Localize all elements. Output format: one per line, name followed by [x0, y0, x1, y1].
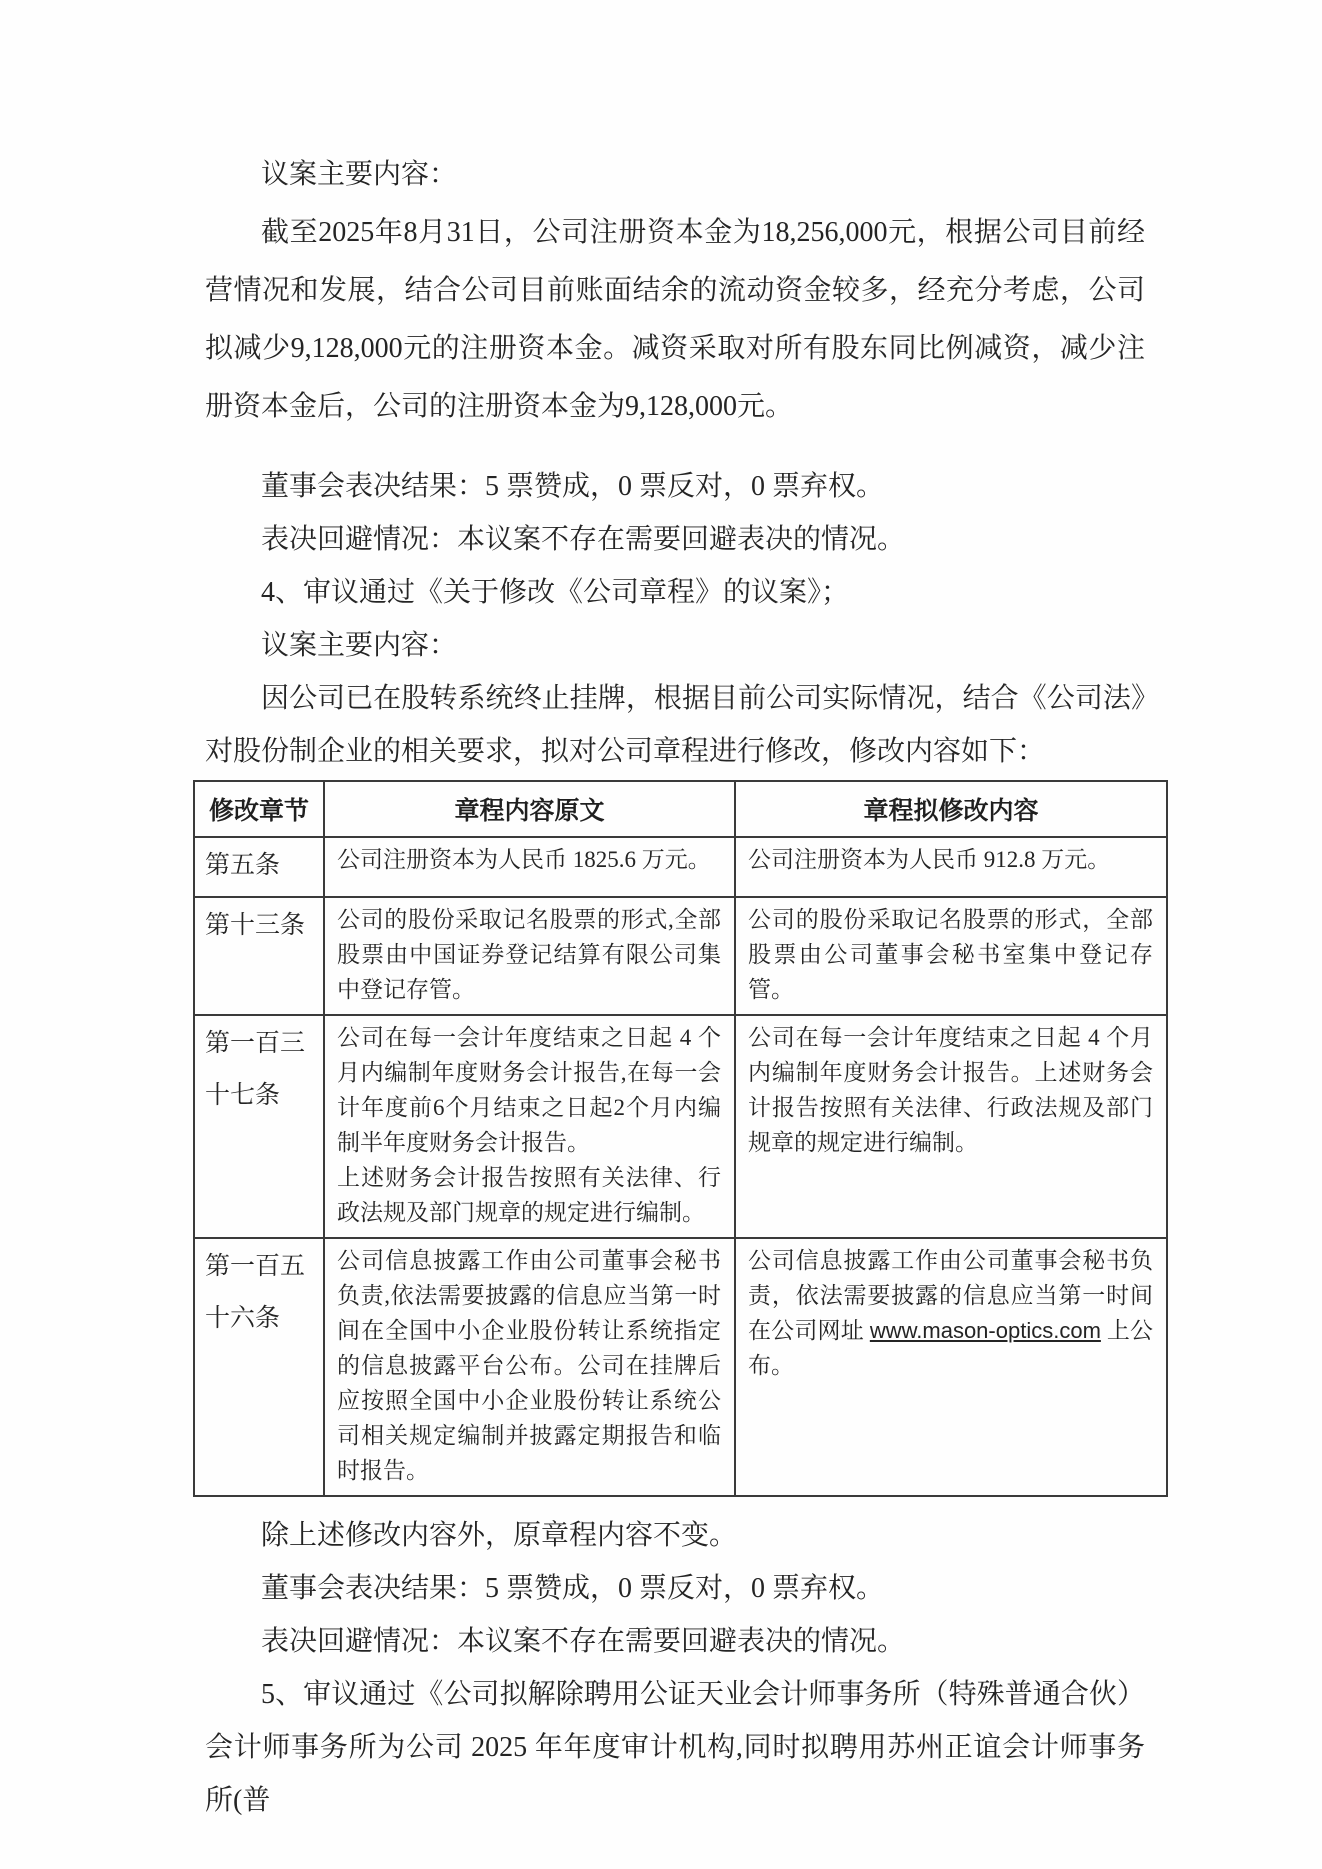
- board-vote-result-1: 董事会表决结果：5 票赞成，0 票反对，0 票弃权。: [261, 471, 885, 502]
- proposal-content-label-2: 议案主要内容：: [261, 630, 458, 661]
- chapter-cell: 第一百三十七条: [194, 1015, 324, 1238]
- chapter-cell: 第十三条: [194, 897, 324, 1015]
- modified-text-cell: [735, 1238, 1167, 1496]
- modified-text-cell: [735, 1015, 1167, 1238]
- item-3-main-content: 截至2025年8月31日，公司注册资本金为18,256,000元，根据公司目前经营情况和发展，结合公司目前账面结余的流动资金较多，经充分考虑，公司拟减少9,128,000元的注册资本金。减资采取对所有股东同比例减资，减少注册资本金后，公司的注册资本金为9,128,000元。: [205, 217, 1145, 422]
- table-row: [194, 897, 1167, 1015]
- document-content: [205, 146, 1154, 1827]
- board-vote-result-2: 董事会表决结果：5 票赞成，0 票反对，0 票弃权。: [261, 1573, 885, 1604]
- column-header-chapter: 修改章节: [194, 781, 324, 837]
- original-text-cell: [324, 897, 735, 1015]
- chapter-cell: 第一百五十六条: [194, 1238, 324, 1496]
- modified-text-cell: [735, 837, 1167, 897]
- table-row: [194, 1238, 1167, 1496]
- column-header-modified-text: 章程拟修改内容: [735, 781, 1167, 837]
- original-text-cell: [324, 1015, 735, 1238]
- vote-avoidance-note-2: 表决回避情况：本议案不存在需要回避表决的情况。: [261, 1626, 906, 1657]
- cell-paragraph: 上述财务会计报告按照有关法律、行政法规及部门规章的规定进行编制。: [337, 1165, 721, 1225]
- item-4-heading: 4、审议通过《关于修改《公司章程》的议案》；: [261, 577, 850, 608]
- cell-paragraph: 公司信息披露工作由公司董事会秘书负责,依法需要披露的信息应当第一时间在全国中小企业股份转让系统指定的信息披露平台公布。公司在挂牌后应按照全国中小企业股份转让系统公司相关规定编制并披露定期报告和临时报告。: [337, 1248, 721, 1483]
- column-header-original-text: 章程内容原文: [324, 781, 735, 837]
- cell-paragraph: 公司在每一会计年度结束之日起 4 个月内编制年度财务会计报告。上述财务会计报告按照有关法律、行政法规及部门规章的规定进行编制。: [748, 1025, 1153, 1155]
- cell-paragraph: 公司在每一会计年度结束之日起 4 个月内编制年度财务会计报告,在每一会计年度前6个月结束之日起2个月内编制半年度财务会计报告。: [337, 1025, 721, 1155]
- original-text-cell: [324, 1238, 735, 1496]
- modified-text-cell: [735, 897, 1167, 1015]
- item-5-heading: 5、审议通过《公司拟解除聘用公证天业会计师事务所（特殊普通合伙）会计师事务所为公司 2025 年年度审计机构,同时拟聘用苏州正谊会计师事务所(普: [205, 1679, 1145, 1816]
- company-website-link[interactable]: www.mason-optics.com: [869, 1318, 1101, 1343]
- table-row: [194, 837, 1167, 897]
- table-header-row: [194, 781, 1167, 837]
- charter-amendment-intro: 因公司已在股转系统终止挂牌，根据目前公司实际情况，结合《公司法》对股份制企业的相关要求，拟对公司章程进行修改，修改内容如下：: [205, 683, 1145, 767]
- cell-paragraph: 公司的股份采取记名股票的形式,全部股票由中国证券登记结算有限公司集中登记存管。: [337, 907, 721, 1002]
- original-text-cell: [324, 837, 735, 897]
- charter-amendment-table: [193, 780, 1168, 1497]
- modified-text-suffix: 上公布。: [748, 1318, 1154, 1378]
- cell-paragraph: 公司的股份采取记名股票的形式，全部股票由公司董事会秘书室集中登记存管。: [748, 907, 1153, 1002]
- vote-avoidance-note-1: 表决回避情况：本议案不存在需要回避表决的情况。: [261, 524, 906, 555]
- post-table-note: 除上述修改内容外，原章程内容不变。: [261, 1520, 738, 1551]
- proposal-content-label-1: 议案主要内容：: [261, 159, 458, 190]
- chapter-cell: 第五条: [194, 837, 324, 897]
- cell-paragraph: 公司注册资本为人民币 912.8 万元。: [748, 847, 1111, 872]
- modified-text-prefix: 公司信息披露工作由公司董事会秘书负责，依法需要披露的信息应当第一时间在公司网址: [748, 1248, 1153, 1343]
- cell-paragraph: [748, 1243, 1153, 1383]
- cell-paragraph: 公司注册资本为人民币 1825.6 万元。: [337, 847, 711, 872]
- table-row: [194, 1015, 1167, 1238]
